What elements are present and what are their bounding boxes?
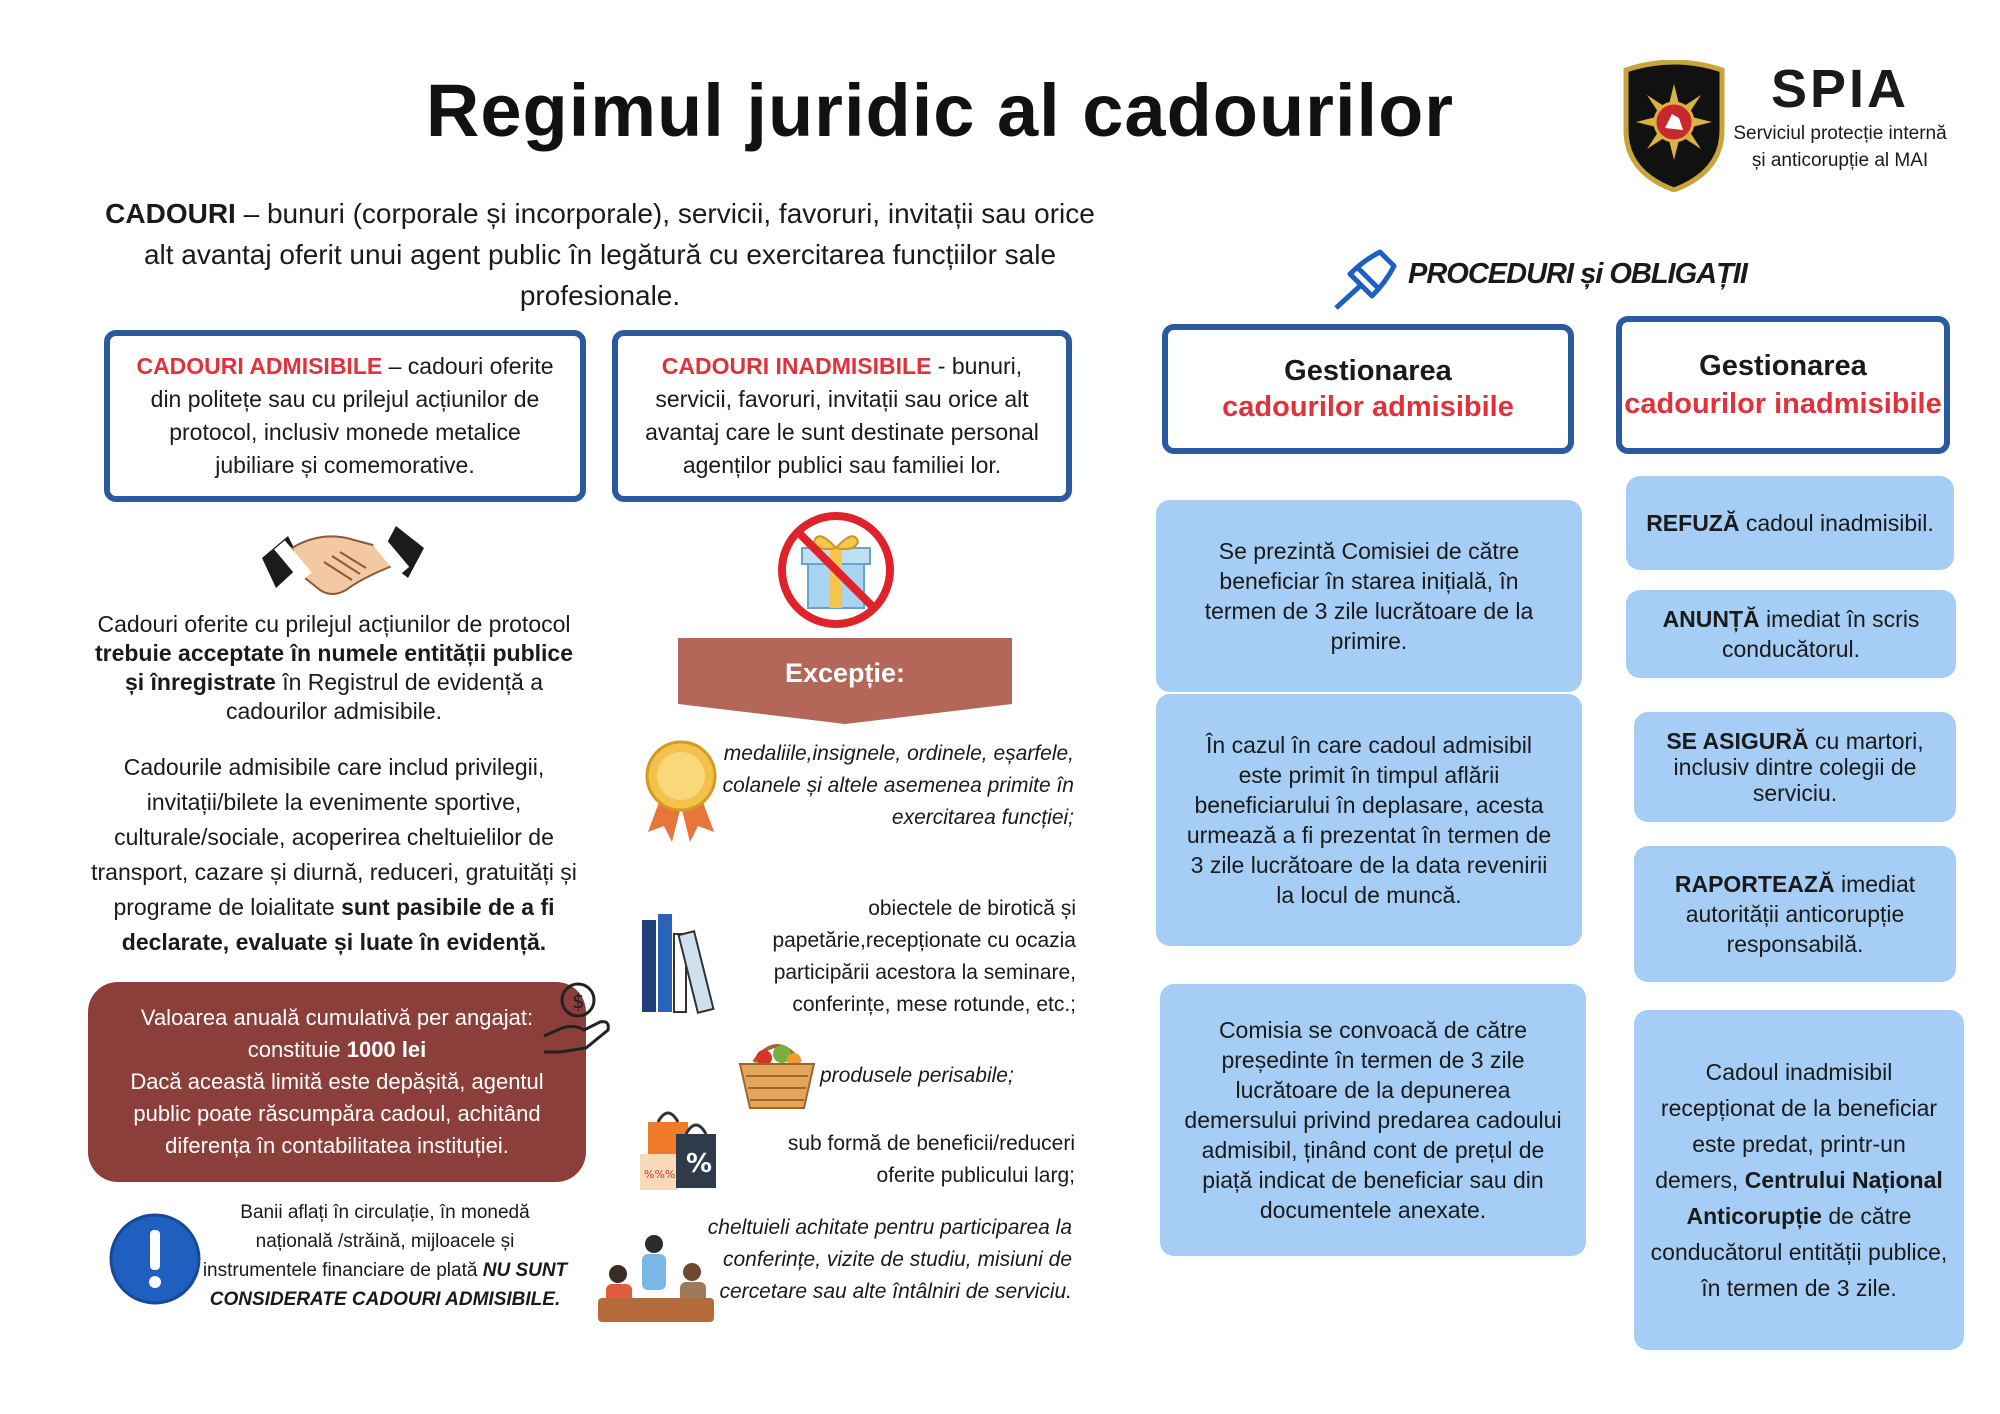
- exception-label: Excepție:: [784, 658, 906, 688]
- page-title: Regimul juridic al cadourilor: [425, 69, 1455, 152]
- admissible-step-card: [1156, 694, 1582, 946]
- final-text-c: de către conducătorul entității publice, în termen de 3 zile.: [1650, 1203, 1948, 1301]
- inadmissible-final-card: [1634, 1010, 1964, 1350]
- warning-emphasis: NU SUNT CONSIDERATE CADOURI ADMISIBILE.: [209, 1260, 568, 1310]
- inadmissible-step-card: [1634, 846, 1956, 982]
- admissible-step-card: [1156, 500, 1582, 692]
- inadmissible-text: - bunuri, servicii, favoruri, invitații sau orice alt avantaj care le sunt destinate personal agenților publici sau familiei lor.: [645, 353, 1039, 478]
- exception-item: sub formă de beneficii/reduceri oferite publicului larg;: [787, 1132, 1075, 1187]
- final-text-bold: Centrului Național Anticorupție: [1686, 1167, 1943, 1229]
- admissible-step-text: În cazul în care cadoul admisibil este primit în timpul aflării beneficiarului în deplasare, acesta urmează a fi prezentat în termen de 3 zile lucrătoare de la data revenirii la locul de muncă.: [1186, 732, 1552, 908]
- handshake-icon: [262, 518, 424, 600]
- step-text: imediat în scris conducătorul.: [1721, 606, 1920, 662]
- value-line1: Valoarea anuală cumulativă per angajat: constituie: [140, 1005, 534, 1062]
- step-verb: SE ASIGURĂ: [1666, 728, 1809, 754]
- protocol-text-a: Cadouri oferite cu prilejul acțiunilor de protocol: [97, 611, 571, 637]
- step-text: cadoul inadmisibil.: [1739, 510, 1934, 536]
- food-basket-icon: [736, 1034, 818, 1110]
- svg-text:$: $: [572, 989, 585, 1013]
- protocol-text-bold: trebuie acceptate în numele entității publice și înregistrate: [94, 640, 573, 695]
- org-full-name: Serviciul protecție internă și anticorupție al MAI: [1733, 123, 1947, 171]
- admissible-definition-box: [104, 330, 586, 502]
- value-line2: Dacă această limită este depășită, agentul public poate răscumpăra cadoul, achitând diferența în contabilitatea instituției.: [130, 1069, 544, 1158]
- org-short-name: SPIA: [1770, 59, 1910, 119]
- exclamation-icon: [108, 1212, 202, 1306]
- exception-item: obiectele de birotică și papetărie,recepționate cu ocazia participării acestora la seminare, conferințe, mese rotunde, etc.;: [772, 897, 1076, 1016]
- protocol-text-c: în Registrul de evidență a cadourilor admisibile.: [225, 669, 544, 724]
- svg-text:%%%: %%%: [644, 1168, 676, 1181]
- inadmissible-head-red: cadourilor inadmisibile: [1624, 388, 1942, 420]
- inadmissible-definition-box: [612, 330, 1072, 502]
- privileges-text-bold: sunt pasibile de a fi declarate, evaluate și luate în evidență.: [121, 894, 555, 955]
- admissible-title: CADOURI ADMISIBILE: [136, 353, 383, 379]
- step-verb: REFUZĂ: [1646, 510, 1740, 536]
- inadmissible-step-card: [1626, 476, 1954, 570]
- final-text-a: Cadoul inadmisibil recepționat de la beneficiar este predat, printr-un demers,: [1655, 1059, 1938, 1193]
- warning-text: Banii aflați în circulație, în monedă națională /străină, mijloacele și instrumentele financiare de plată: [202, 1202, 530, 1281]
- inadmissible-management-header: [1616, 316, 1950, 454]
- definition-text: – bunuri (corporale și incorporale), servicii, favoruri, invitații sau orice alt avantaj oferit unui agent public în legătură cu exercitarea funcțiilor sale profesionale.: [143, 198, 1095, 311]
- exception-item: produsele perisabile;: [820, 1064, 1014, 1087]
- admissible-text: – cadouri oferite din politețe sau cu prilejul acțiunilor de protocol, inclusiv monede metalice jubiliare și comemorative.: [150, 353, 554, 478]
- definition-term: CADOURI: [105, 198, 236, 229]
- step-text: imediat autorității anticorupție responsabilă.: [1685, 871, 1916, 957]
- exception-banner: [678, 638, 1012, 742]
- no-gift-icon: [774, 508, 898, 632]
- annual-value-box: [88, 982, 586, 1182]
- svg-text:%: %: [686, 1149, 713, 1179]
- admissible-head-red: cadourilor admisibile: [1222, 391, 1514, 423]
- inadmissible-step-card: [1626, 590, 1956, 678]
- admissible-head-label: Gestionarea: [1284, 355, 1452, 387]
- protocol-gifts-paragraph: [84, 610, 584, 726]
- exception-item: cheltuieli achitate pentru participarea la conferințe, vizite de studiu, misiuni de cercetare sau alte întâlniri de serviciu.: [707, 1216, 1072, 1303]
- pin-icon: [1330, 244, 1402, 312]
- value-amount: 1000 lei: [346, 1037, 427, 1062]
- step-verb: RAPORTEAZĂ: [1674, 871, 1835, 897]
- gift-definition: [100, 193, 1100, 316]
- shopping-bags-icon: [638, 1100, 722, 1192]
- step-verb: ANUNȚĂ: [1662, 606, 1760, 632]
- exception-item: medaliile,insignele, ordinele, eșarfele, colanele și altele asemenea primite în exercitarea funcției;: [722, 742, 1074, 829]
- privileges-text: Cadourile admisibile care includ privilegii, invitații/bilete la evenimente sportive, culturale/sociale, acoperirea cheltuielilor de transport, cazare și diurnă, reduceri, gratuități și programe de loialitate: [91, 754, 577, 920]
- spia-shield-logo: [1618, 60, 1730, 192]
- admissible-step-card: [1160, 984, 1586, 1256]
- meeting-people-icon: [598, 1232, 714, 1322]
- inadmissible-title: CADOURI INADMISIBILE: [661, 353, 932, 379]
- money-hand-icon: [540, 978, 614, 1058]
- money-not-admissible-note: [200, 1198, 570, 1314]
- inadmissible-head-label: Gestionarea: [1699, 350, 1867, 382]
- privileges-paragraph: [74, 750, 594, 960]
- admissible-step-text: Se prezintă Comisiei de către beneficiar în starea inițială, în termen de 3 zile lucrătoare de la primire.: [1204, 538, 1534, 654]
- inadmissible-step-card: [1634, 712, 1956, 822]
- procedures-title: PROCEDURI și OBLIGAȚII: [1408, 258, 1747, 290]
- admissible-management-header: [1162, 324, 1574, 454]
- admissible-step-text: Comisia se convoacă de către președinte în termen de 3 zile lucrătoare de la depunerea demersului privind predarea cadoului admisibil, ținând cont de prețul de piață indicat de beneficiar sau din documentele anexate.: [1184, 1017, 1562, 1223]
- step-text: cu martori, inclusiv dintre colegii de serviciu.: [1673, 728, 1924, 806]
